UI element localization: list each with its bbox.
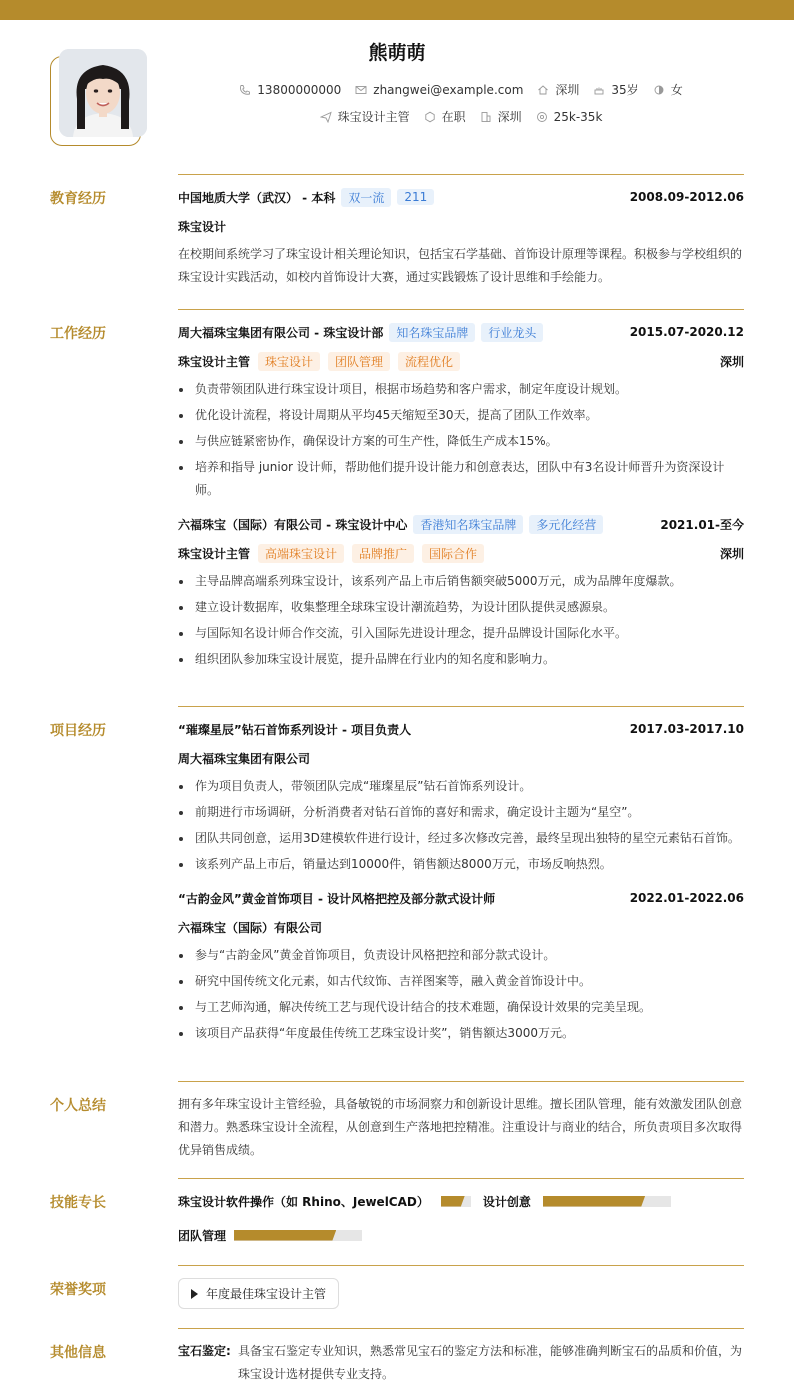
city-item xyxy=(480,108,522,125)
work-city: 深圳 xyxy=(719,546,744,561)
project-org-row xyxy=(178,749,744,767)
city-text: 深圳 xyxy=(497,110,522,124)
top-accent-bar xyxy=(0,0,794,20)
section-title: 技能专长 xyxy=(50,1195,106,1211)
contact-row xyxy=(178,81,744,98)
section-divider xyxy=(178,1081,744,1082)
company-tag: 香港知名珠宝品牌 xyxy=(413,515,523,534)
company-name: 周大福珠宝集团有限公司 - 珠宝设计部 xyxy=(178,325,384,340)
other-row xyxy=(178,1340,744,1386)
section-title: 其他信息 xyxy=(50,1345,106,1361)
hexagon-icon xyxy=(424,111,436,123)
position-item xyxy=(320,108,410,125)
building-icon xyxy=(480,111,492,123)
skill-bar xyxy=(543,1196,671,1207)
skill-bar-fill xyxy=(543,1196,645,1207)
project-name: “璀璨星辰”钻石首饰系列设计 - 项目负责人 xyxy=(178,722,412,737)
skills-body xyxy=(178,1191,744,1245)
education-body xyxy=(178,187,744,289)
candidate-name: 熊萌萌 xyxy=(368,42,426,64)
role-tag: 团队管理 xyxy=(328,352,390,371)
other-key: 宝石鉴定: xyxy=(178,1344,231,1358)
list-item: 建立设计数据库，收集整理全球珠宝设计潮流趋势，为设计团队提供灵感源泉。 xyxy=(178,596,744,619)
list-item: 参与“古韵金风”黄金首饰项目，负责设计风格把控和部分款式设计。 xyxy=(178,944,744,967)
skill-name: 珠宝设计软件操作（如 Rhino、JewelCAD） xyxy=(178,1194,429,1209)
other-body xyxy=(178,1340,744,1386)
location-text: 深圳 xyxy=(555,83,580,97)
section-divider xyxy=(178,1178,744,1179)
project-bullets xyxy=(178,944,744,1045)
location-item xyxy=(537,81,579,98)
list-item: 优化设计流程，将设计周期从平均45天缩短至30天，提高了团队工作效率。 xyxy=(178,404,744,427)
coin-icon xyxy=(536,111,548,123)
send-icon xyxy=(320,111,332,123)
project-body xyxy=(178,719,744,1048)
work-bullets xyxy=(178,378,744,502)
section-divider xyxy=(178,1328,744,1329)
list-item: 主导品牌高端系列珠宝设计，该系列产品上市后销售额突破5000万元，成为品牌年度爆款。 xyxy=(178,570,744,593)
section-divider xyxy=(178,1265,744,1266)
list-item: 与工艺师沟通，解决传统工艺与现代设计结合的技术难题，确保设计效果的完美呈现。 xyxy=(178,996,744,1019)
cake-icon xyxy=(593,84,605,96)
school-tag: 211 xyxy=(397,189,434,205)
work-item-header xyxy=(178,514,744,534)
role-tag: 品牌推广 xyxy=(352,544,414,563)
list-item: 与供应链紧密协作，确保设计方案的可生产性，降低生产成本15%。 xyxy=(178,430,744,453)
section-title: 荣誉奖项 xyxy=(50,1282,106,1298)
skill-bar-fill xyxy=(234,1230,336,1241)
project-item xyxy=(178,888,744,1045)
section-title: 项目经历 xyxy=(50,723,106,739)
work-item-header xyxy=(178,322,744,342)
section-title: 教育经历 xyxy=(50,191,106,207)
email-text: zhangwei@example.com xyxy=(373,82,524,97)
project-item xyxy=(178,719,744,876)
school-tag: 双一流 xyxy=(341,188,391,207)
list-item: 作为项目负责人，带领团队完成“璀璨星辰”钻石首饰系列设计。 xyxy=(178,775,744,798)
project-bullets xyxy=(178,775,744,876)
job-info-row xyxy=(178,108,744,125)
honor-label: 年度最佳珠宝设计主管 xyxy=(206,1287,327,1301)
salary-item xyxy=(536,110,603,124)
skill-bar-fill xyxy=(441,1196,465,1207)
gender-item xyxy=(653,81,683,98)
work-body xyxy=(178,322,744,674)
list-item: 团队共同创意，运用3D建模软件进行设计，经过多次修改完善，最终呈现出独特的星空元素钻石首饰。 xyxy=(178,827,744,850)
work-date: 2021.01-至今 xyxy=(660,517,744,532)
project-header xyxy=(178,888,744,908)
work-item xyxy=(178,514,744,671)
education-description: 在校期间系统学习了珠宝设计相关理论知识，包括宝石学基础、首饰设计原理等课程。积极参与学校组织的珠宝设计实践活动，如校内首饰设计大赛，通过实践锻炼了设计思维和手绘能力。 xyxy=(178,247,743,284)
phone-item xyxy=(239,83,341,97)
education-date: 2008.09-2012.06 xyxy=(629,190,744,204)
school-name: 中国地质大学（武汉） - 本科 xyxy=(178,190,336,205)
list-item: 该系列产品上市后，销量达到10000件，销售额达8000万元，市场反响热烈。 xyxy=(178,853,744,876)
status-item xyxy=(424,108,466,125)
gender-text: 女 xyxy=(670,83,683,97)
list-item: 组织团队参加珠宝设计展览，提升品牌在行业内的知名度和影响力。 xyxy=(178,648,744,671)
list-item: 前期进行市场调研，分析消费者对钻石首饰的喜好和需求，确定设计主题为“星空”。 xyxy=(178,801,744,824)
project-org: 周大福珠宝集团有限公司 xyxy=(178,751,311,766)
summary-body xyxy=(178,1085,744,1162)
list-item: 与国际知名设计师合作交流，引入国际先进设计理念，提升品牌设计国际化水平。 xyxy=(178,622,744,645)
project-date: 2022.01-2022.06 xyxy=(629,891,744,905)
section-divider xyxy=(178,174,744,175)
home-icon xyxy=(537,84,549,96)
education-header xyxy=(178,187,744,207)
skill-row xyxy=(178,1191,744,1211)
triangle-right-icon xyxy=(191,1289,198,1299)
project-date: 2017.03-2017.10 xyxy=(629,722,744,736)
status-text: 在职 xyxy=(441,110,466,124)
list-item: 该项目产品获得“年度最佳传统工艺珠宝设计奖”，销售额达3000万元。 xyxy=(178,1022,744,1045)
list-item: 研究中国传统文化元素，如古代纹饰、吉祥图案等，融入黄金首饰设计中。 xyxy=(178,970,744,993)
salary-text: 25k-35k xyxy=(553,109,603,124)
project-org-row xyxy=(178,918,744,936)
company-tag: 多元化经营 xyxy=(529,515,603,534)
work-city: 深圳 xyxy=(719,354,744,369)
role-tag: 高端珠宝设计 xyxy=(258,544,344,563)
major xyxy=(178,217,744,235)
skill-row xyxy=(178,1225,744,1245)
work-item xyxy=(178,322,744,502)
list-item: 培养和指导 junior 设计师，帮助他们提升设计能力和创意表达，团队中有3名设计师晋升为资深设计师。 xyxy=(178,456,744,502)
skill-name: 团队管理 xyxy=(178,1228,227,1243)
work-role-row xyxy=(178,544,744,562)
company-tag: 知名珠宝品牌 xyxy=(389,323,475,342)
project-name: “古韵金风”黄金首饰项目 - 设计风格把控及部分款式设计师 xyxy=(178,891,496,906)
skill-bar xyxy=(441,1196,471,1207)
role-tag: 流程优化 xyxy=(398,352,460,371)
section-divider xyxy=(178,309,744,310)
role-title: 珠宝设计主管 xyxy=(178,354,251,369)
phone-text: 13800000000 xyxy=(257,82,342,97)
section-title: 工作经历 xyxy=(50,326,106,342)
skill-bar xyxy=(234,1230,362,1241)
role-tag: 珠宝设计 xyxy=(258,352,320,371)
email-item xyxy=(355,83,523,97)
phone-icon xyxy=(239,84,251,96)
work-bullets xyxy=(178,570,744,671)
honors-body xyxy=(178,1278,744,1309)
gender-icon xyxy=(653,84,665,96)
age-item xyxy=(593,81,638,98)
role-tag: 国际合作 xyxy=(422,544,484,563)
summary-text: 拥有多年珠宝设计主管经验，具备敏锐的市场洞察力和创新设计思维。擅长团队管理，能有效激发团队创意和潜力。熟悉珠宝设计全流程，从创意到生产落地把控精准。注重设计与商业的结合，所负责项目多次取得优异销售成绩。 xyxy=(178,1097,743,1157)
age-text: 35岁 xyxy=(611,83,639,97)
other-value: 具备宝石鉴定专业知识，熟悉常见宝石的鉴定方法和标准，能够准确判断宝石的品质和价值，为珠宝设计选材提供专业支持。 xyxy=(238,1344,743,1381)
section-divider xyxy=(178,706,744,707)
position-text: 珠宝设计主管 xyxy=(337,110,410,124)
company-name: 六福珠宝（国际）有限公司 - 珠宝设计中心 xyxy=(178,517,408,532)
honor-toggle-button[interactable] xyxy=(178,1278,339,1309)
company-tag: 行业龙头 xyxy=(481,323,543,342)
skill-name: 设计创意 xyxy=(482,1194,531,1209)
major-text: 珠宝设计 xyxy=(178,219,227,234)
work-role-row xyxy=(178,352,744,370)
list-item: 负责带领团队进行珠宝设计项目，根据市场趋势和客户需求，制定年度设计规划。 xyxy=(178,378,744,401)
work-date: 2015.07-2020.12 xyxy=(629,325,744,339)
project-header xyxy=(178,719,744,739)
role-title: 珠宝设计主管 xyxy=(178,546,251,561)
mail-icon xyxy=(355,84,367,96)
section-title: 个人总结 xyxy=(50,1098,106,1114)
project-org: 六福珠宝（国际）有限公司 xyxy=(178,920,323,935)
